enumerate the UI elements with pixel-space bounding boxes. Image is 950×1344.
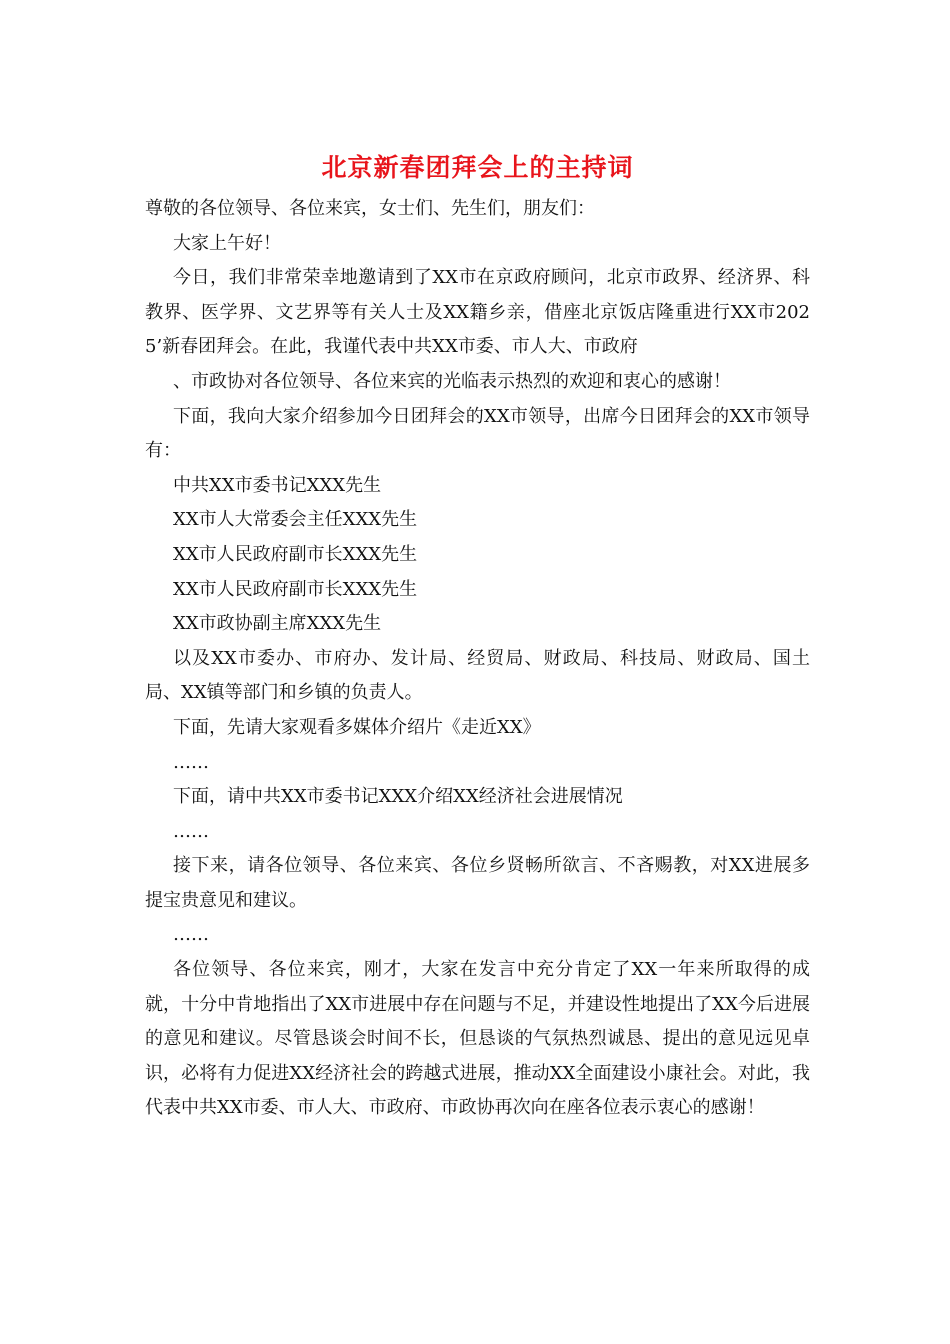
paragraph: 下面，先请大家观看多媒体介绍片《走近XX》 [173,716,541,738]
ellipsis-line: …… [173,751,209,773]
paragraph: 以及XX市委办、市府办、发计局、经贸局、财政局、科技局、财政局、国土局、XX镇等部门和乡镇的负责人。 [145,647,810,704]
paragraph: 、市政协对各位领导、各位来宾的光临表示热烈的欢迎和衷心的感谢！ [173,370,731,392]
greeting-line: 尊敬的各位领导、各位来宾，女士们、先生们，朋友们： [145,198,595,219]
paragraph: 各位领导、各位来宾，刚才，大家在发言中充分肯定了XX一年来所取得的成就，十分中肯地指出了XX市进展中存在问题与不足，并建设性地提出了XX今后进展的意见和建议。尽管恳谈会时间不长，但恳谈的气氛热烈诚恳、提出的意见远见卓识，必将有力促进XX经济社会的跨越式进展，推动XX全面建设小康社会。对此，我代表中共XX市委、市人大、市政府、市政协再次向在座各位表示衷心的感谢！ [145,959,810,1119]
paragraph: 接下来，请各位领导、各位来宾、各位乡贤畅所欲言、不吝赐教，对XX进展多提宝贵意见和建议。 [145,855,810,911]
leader-list-item: XX市政协副主席XXX先生 [173,613,382,635]
document-page [145,148,810,1126]
paragraph: 今日，我们非常荣幸地邀请到了XX市在京政府顾问，北京市政界、经济界、科教界、医学界、文艺界等有关人士及XX籍乡亲，借座北京饭店隆重进行XX市2025’新春团拜会。在此，我谨代表中共XX市委、市人大、市政府 [145,267,810,358]
leader-list-item: XX市人大常委会主任XXX先生 [173,509,418,531]
paragraph: 下面，请中共XX市委书记XXX介绍XX经济社会进展情况 [173,786,623,808]
document-title: 北京新春团拜会上的主持词 [321,153,634,182]
ellipsis-line: …… [173,820,209,842]
paragraph: 下面，我向大家介绍参加今日团拜会的XX市领导，出席今日团拜会的XX市领导有： [145,405,810,462]
leader-list-item: 中共XX市委书记XXX先生 [173,474,382,496]
ellipsis-line: …… [173,924,209,946]
leader-list-item: XX市人民政府副市长XXX先生 [173,578,418,600]
leader-list-item: XX市人民政府副市长XXX先生 [173,543,418,565]
paragraph: 大家上午好！ [173,232,281,254]
